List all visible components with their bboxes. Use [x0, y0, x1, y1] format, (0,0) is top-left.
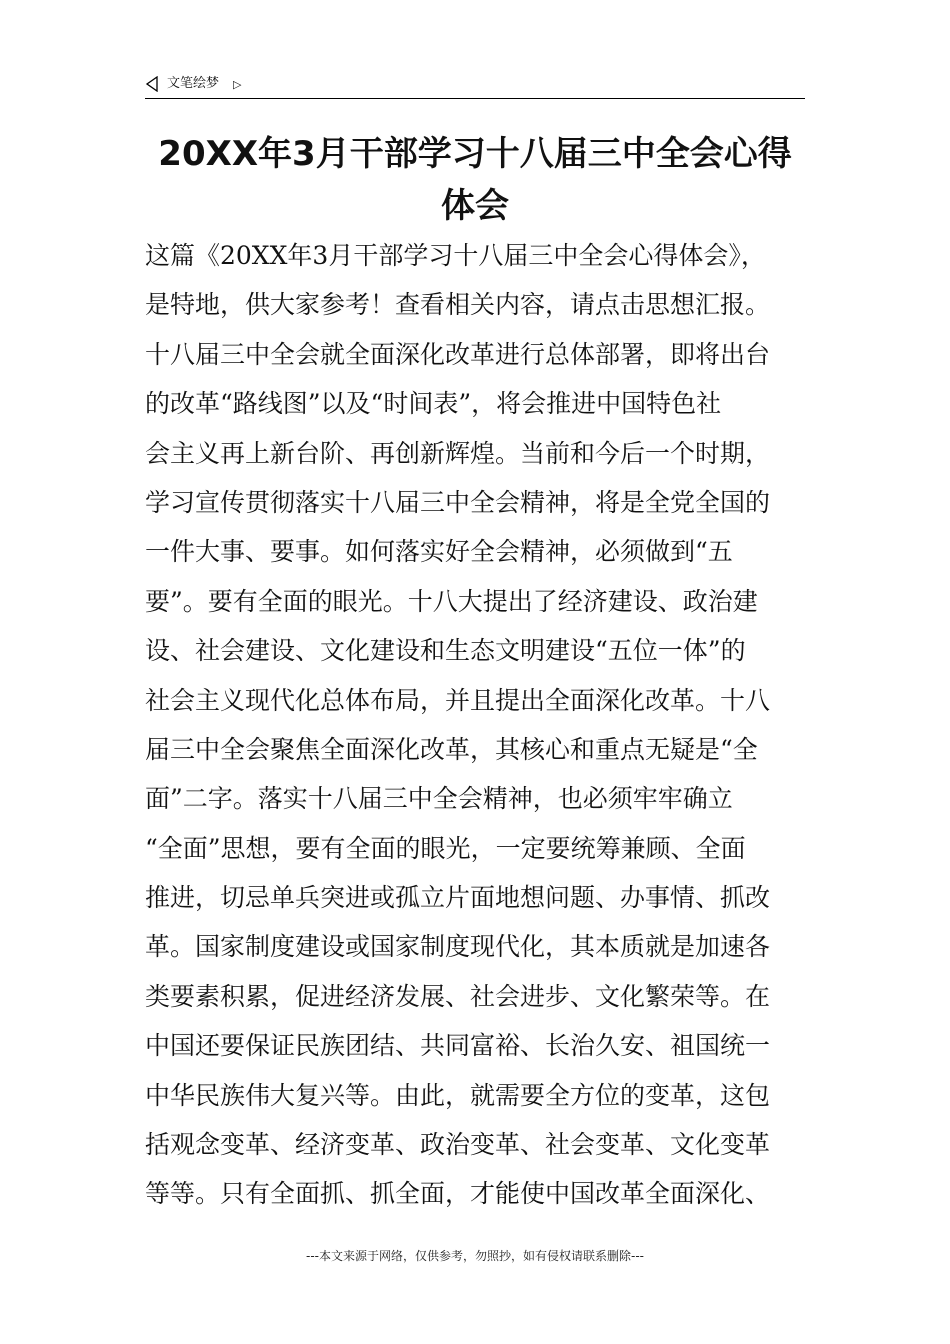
body-line: 社会主义现代化总体布局，并且提出全面深化改革。十八 — [145, 685, 771, 715]
right-triangle-icon: ▷ — [233, 78, 242, 91]
body-line: 一件大事、要事。如何落实好全会精神，必须做到“五 — [145, 537, 733, 567]
body-line: 括观念变革、经济变革、政治变革、社会变革、文化变革 — [145, 1130, 771, 1160]
body-line: 设、社会建设、文化建设和生态文明建设“五位一体”的 — [145, 636, 746, 666]
body-line: 推进，切忌单兵突进或孤立片面地想问题、办事情、抓改 — [145, 883, 771, 913]
left-triangle-icon — [145, 76, 159, 92]
document-title — [145, 128, 805, 232]
body-line: 中华民族伟大复兴等。由此，就需要全方位的变革，这包 — [145, 1080, 771, 1110]
body-line: 届三中全会聚焦全面深化改革，其核心和重点无疑是“全 — [145, 734, 758, 764]
body-line: 十八届三中全会就全面深化改革进行总体部署，即将出台 — [145, 339, 771, 369]
body-line: 学习宣传贯彻落实十八届三中全会精神，将是全党全国的 — [145, 487, 771, 517]
body-line: 类要素积累，促进经济发展、社会进步、文化繁荣等。在 — [145, 981, 771, 1011]
body-line: 要”。要有全面的眼光。十八大提出了经济建设、政治建 — [145, 586, 758, 616]
body-line: 是特地，供大家参考！查看相关内容，请点击思想汇报。 — [145, 290, 771, 320]
document-body — [145, 231, 805, 1219]
body-line: 中国还要保证民族团结、共同富裕、长治久安、祖国统一 — [145, 1031, 771, 1061]
body-line: 的改革“路线图”以及“时间表”，将会推进中国特色社 — [145, 389, 722, 419]
body-line: “全面”思想，要有全面的眼光，一定要统筹兼顾、全面 — [145, 833, 746, 863]
body-line: 面”二字。落实十八届三中全会精神，也必须牢牢确立 — [145, 784, 733, 814]
body-line: 革。国家制度建设或国家制度现代化，其本质就是加速各 — [145, 932, 771, 962]
page-header — [145, 72, 805, 99]
header-brand: 文笔绘梦 — [167, 76, 220, 91]
body-line: 等等。只有全面抓、抓全面，才能使中国改革全面深化、 — [145, 1179, 771, 1209]
title-line: 体会 — [441, 186, 509, 226]
page-footer: ---本文来源于网络，仅供参考，勿照抄，如有侵权请联系删除--- — [306, 1249, 644, 1263]
body-line: 会主义再上新台阶、再创新辉煌。当前和今后一个时期， — [145, 438, 771, 468]
body-line: 这篇《20XX年3月干部学习十八届三中全会心得体会》， — [145, 241, 766, 270]
title-line: 20XX年3月干部学习十八届三中全会心得 — [158, 134, 792, 174]
